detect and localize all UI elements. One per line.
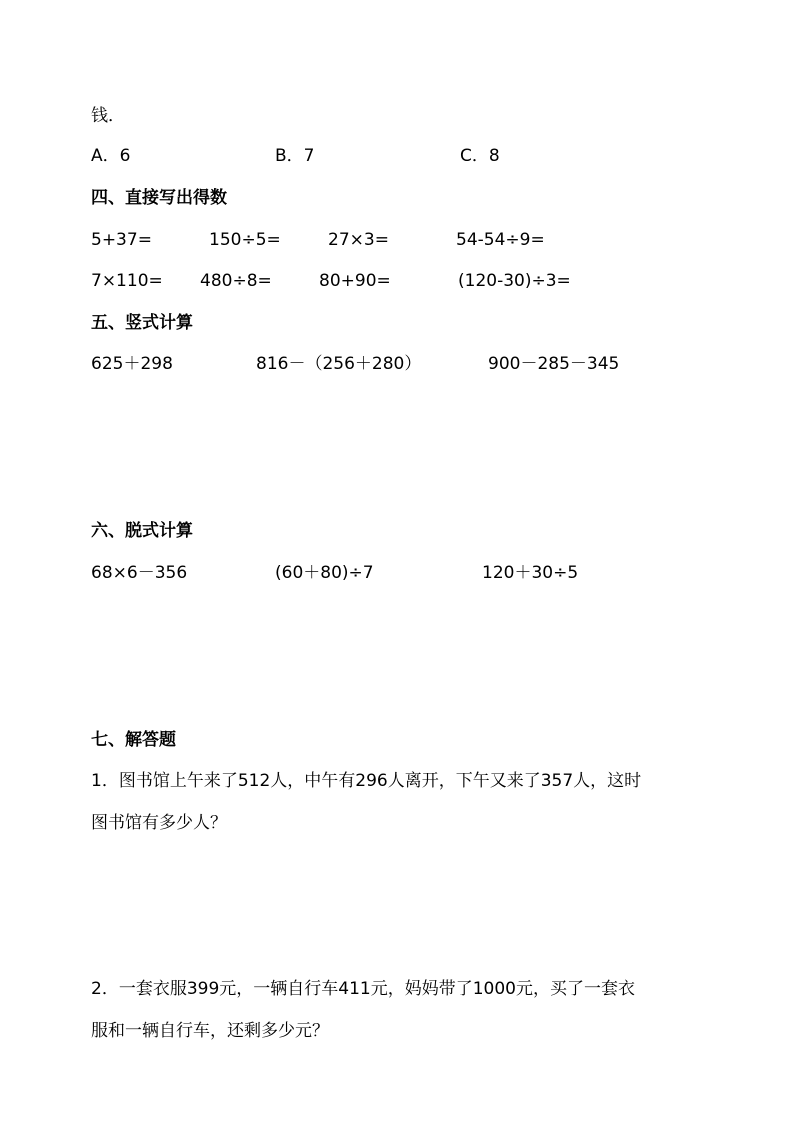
section6-heading: 六、脱式计算	[91, 521, 193, 541]
section5-item3: 900－285－345	[488, 354, 620, 374]
section4-row1-item3: 27×3=	[328, 230, 389, 250]
choice-b: B．7	[275, 146, 315, 166]
section6-item1: 68×6－356	[91, 563, 188, 583]
section6-item2: (60＋80)÷7	[275, 563, 374, 583]
section4-row2-item1: 7×110=	[91, 271, 163, 291]
section4-row2-item4: (120-30)÷3=	[458, 271, 571, 291]
section6-item3: 120＋30÷5	[482, 563, 579, 583]
question1-line2: 图书馆有多少人？	[91, 813, 227, 833]
section5-heading: 五、竖式计算	[91, 313, 193, 333]
question2-line2: 服和一辆自行车，还剩多少元？	[91, 1021, 329, 1041]
question2-line1: 2．一套衣服399元，一辆自行车411元，妈妈带了1000元，买了一套衣	[91, 979, 635, 999]
section7-heading: 七、解答题	[91, 730, 176, 750]
section4-row2-item2: 480÷8=	[200, 271, 272, 291]
question1-line1: 1．图书馆上午来了512人，中午有296人离开，下午又来了357人，这时	[91, 771, 642, 791]
section4-row1-item1: 5+37=	[91, 230, 152, 250]
section4-row1-item4: 54-54÷9=	[456, 230, 545, 250]
section5-item1: 625＋298	[91, 354, 173, 374]
section4-heading: 四、直接写出得数	[91, 188, 227, 208]
section5-item2: 816－（256＋280）	[256, 354, 422, 374]
section4-row1-item2: 150÷5=	[209, 230, 281, 250]
choice-a: A．6	[91, 146, 131, 166]
intro-fragment: 钱．	[91, 106, 125, 126]
choice-c: C．8	[460, 146, 500, 166]
section4-row2-item3: 80+90=	[319, 271, 391, 291]
